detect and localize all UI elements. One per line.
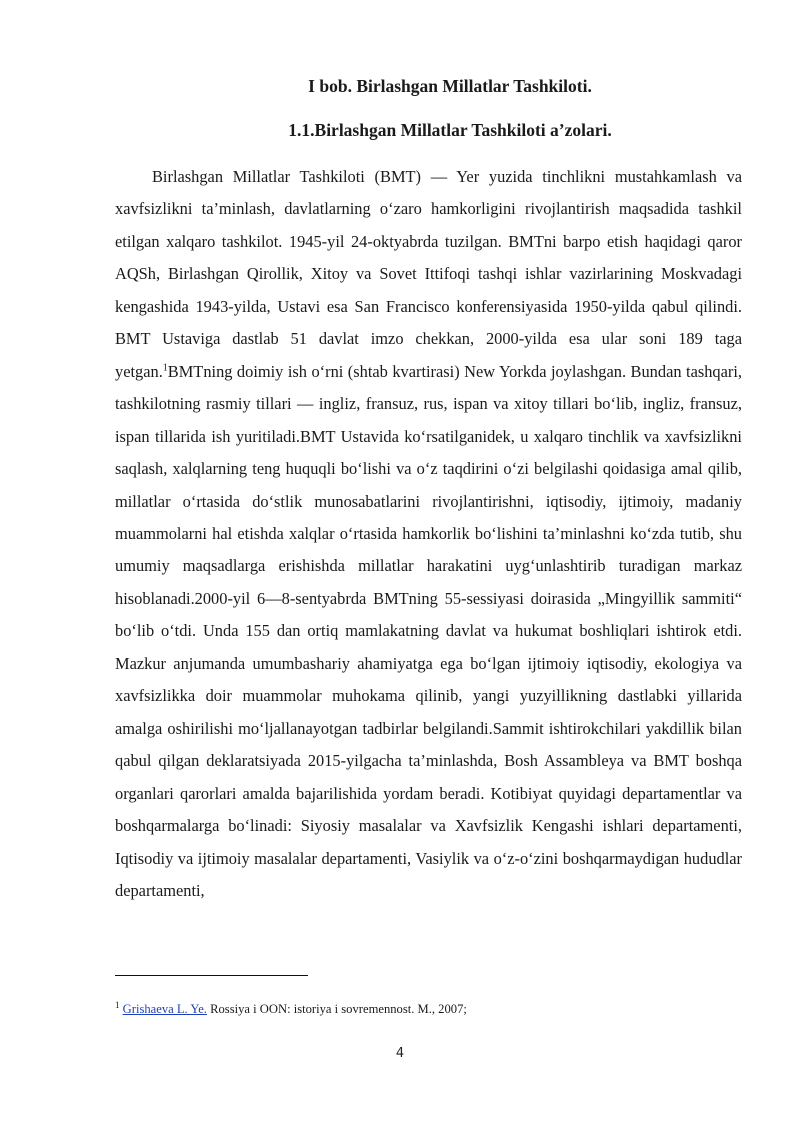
footnote-separator xyxy=(115,975,308,976)
footnote-author-link[interactable]: Grishaeva L. Ye. xyxy=(122,1002,207,1016)
body-text-part-1: Birlashgan Millatlar Tashkiloti (BMT) — Yer yuzida tinchlikni mustahkamlash va xavfsizlikni ta’minlash, davlatlarning o‘zaro hamkorligini rivojlantirish maqsadida tashkil etilgan xalqaro tashkilot. 1945-yil 24-oktyabrda tuzilgan. BMTni barpo etish haqidagi qaror AQSh, Birlashgan Qirollik, Xitoy va Sovet Ittifoqi tashqi ishlar vazirlarining Moskvadagi kengashida 1943-yilda, Ustavi esa San Francisco konferensiyasida 1950-yilda qabul qilindi. BMT Ustaviga dastlab 51 davlat imzo chekkan, 2000-yilda esa ular soni 189 taga yetgan. xyxy=(115,167,742,381)
body-text-part-2: BMTning doimiy ish o‘rni (shtab kvartirasi) New Yorkda joylashgan. Bundan tashqari, tashkilotning rasmiy tillari — ingliz, fransuz, rus, ispan va xitoy tillari bo‘lib, ingliz, fransuz, ispan tillarida ish yuritiladi.BMT Ustavida ko‘rsatilganidek, u xalqaro tinchlik va xavfsizlikni saqlash, xalqlarning teng huquqli bo‘lishi va o‘z taqdirini o‘zi belgilashi qoidasiga amal qilib, millatlar o‘rtasida do‘stlik munosabatlarini rivojlantirishni, iqtisodiy, ijtimoiy, madaniy muammolarni hal etishda xalqlar o‘rtasida hamkorlik bo‘lishini ta’minlashni ko‘zda tutib, shu umumiy maqsadlarga erishishda millatlar harakatini uyg‘unlashtirib turadigan markaz hisoblanadi.2000-yil 6—8-sentyabrda BMTning 55-sessiyasi doirasida „Mingyillik sammiti“ bo‘lib o‘tdi. Unda 155 dan ortiq mamlakatning davlat va hukumat boshliqlari ishtirok etdi. Mazkur anjumanda umumbashariy ahamiyatga ega bo‘lgan ijtimoiy iqtisodiy, ekologiya va xavfsizlikka doir muammolar muhokama qilinib, yangi yuzyillikning dastlabki yillarida amalga oshirilishi mo‘ljallanayotgan tadbirlar belgilandi.Sammit ishtirokchilari yakdillik bilan qabul qilgan deklaratsiyada 2015-yilgacha ta’minlashda, Bosh Assambleya va BMT boshqa organlari qarorlari amalda bajarilishida yordam beradi. Kotibiyat quyidagi departamentlar va boshqarmalarga bo‘linadi: Siyosiy masalalar va Xavfsizlik Kengashi ishlari departamenti, Iqtisodiy va ijtimoiy masalalar departamenti, Vasiylik va o‘z-o‘zini boshqarmaydigan hududlar departamenti, xyxy=(115,361,742,900)
footnote xyxy=(115,1001,742,1017)
footnote-reference[interactable]: 1 xyxy=(162,362,168,374)
chapter-title: I bob. Birlashgan Millatlar Tashkiloti. xyxy=(308,76,592,96)
page-number: 4 xyxy=(395,1046,405,1061)
section-title: 1.1.Birlashgan Millatlar Tashkiloti a’zolari. xyxy=(288,120,612,140)
footnote-text: Rossiya i OON: istoriya i sovremennost. M., 2007; xyxy=(206,1002,467,1016)
footnote-marker: 1 xyxy=(115,999,120,1010)
body-paragraph xyxy=(115,161,742,907)
